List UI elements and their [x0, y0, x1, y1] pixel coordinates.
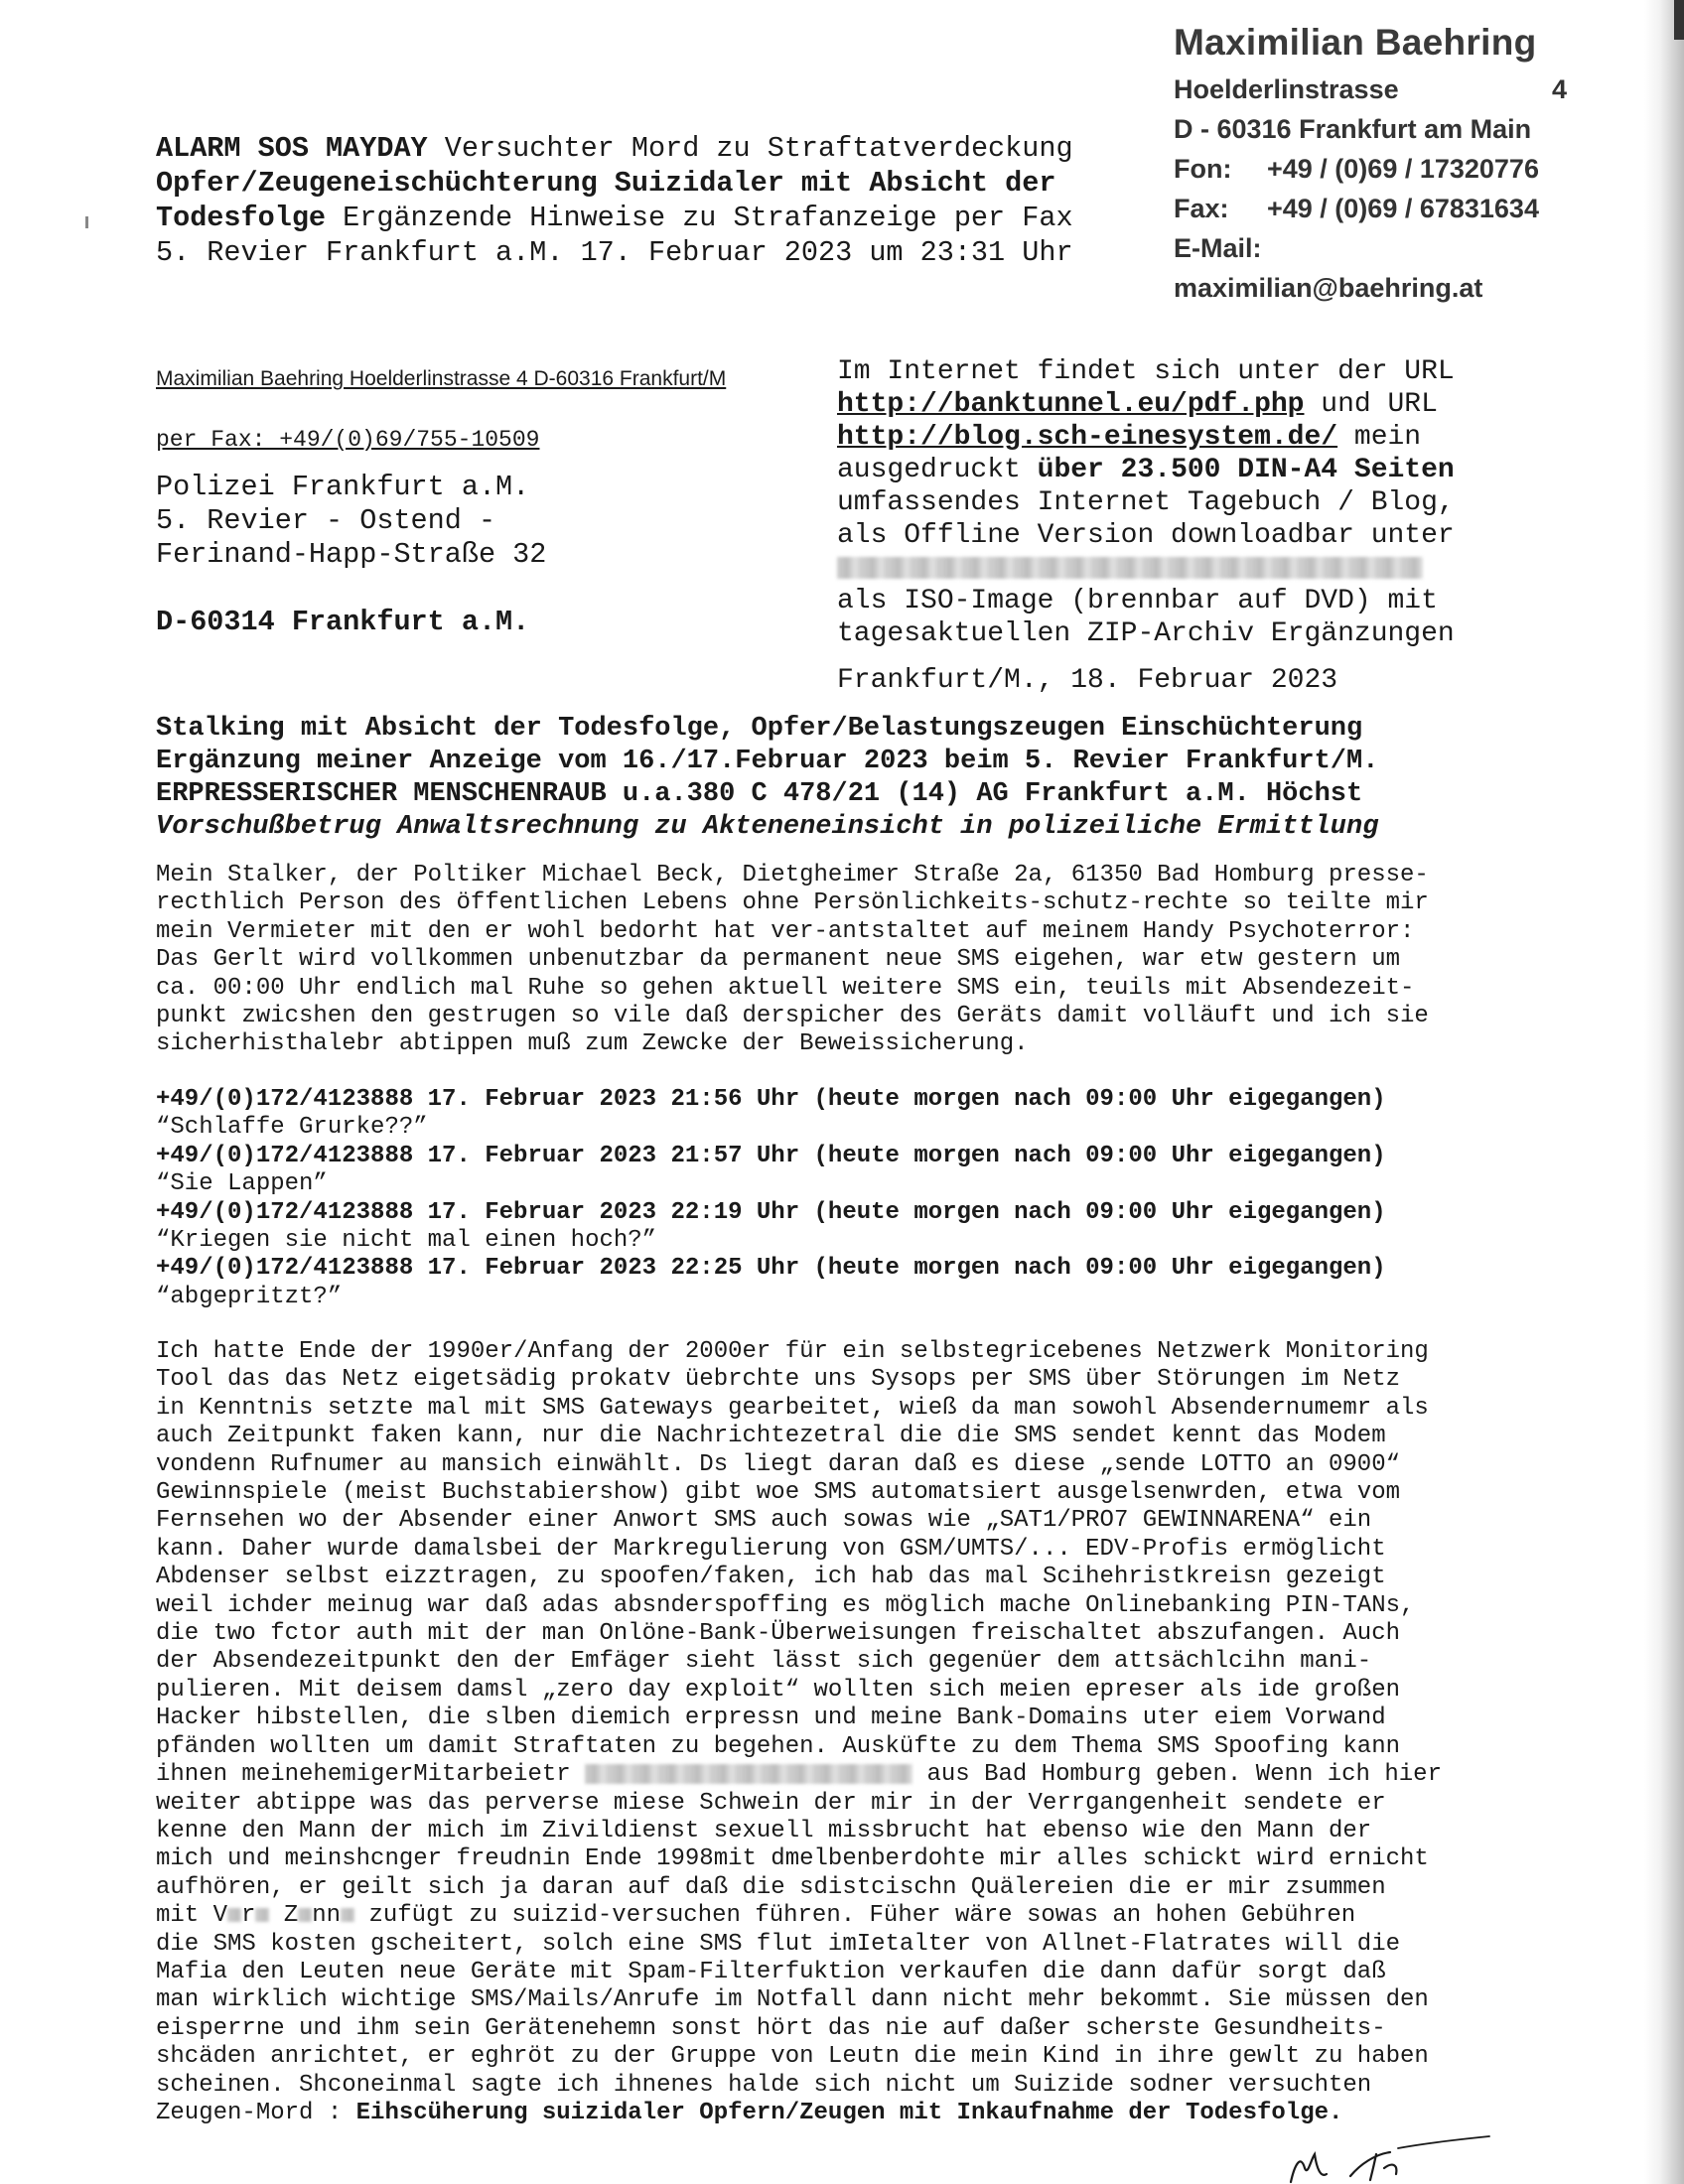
return-address-line: Maximilian Baehring Hoelderlinstrasse 4 D-60316 Frankfurt/M — [156, 367, 727, 390]
redaction-blur — [341, 1908, 354, 1922]
paragraph-line: kann. Daher wurde damalsbei der Markregulierung von GSM/UMTS/... EDV-Profis ermöglicht — [156, 1535, 1386, 1563]
sms-text: “abgepritzt?” — [156, 1283, 343, 1310]
paragraph-line: ihnen meinehemigerMitarbeietr — [156, 1761, 586, 1789]
paragraph-line: Mein Stalker, der Poltiker Michael Beck, Dietgheimer Straße 2a, 61350 Bad Homburg presse- — [156, 862, 1429, 888]
paragraph-line: Tool das das Netz eigetsädig prokatv üebrchte uns Sysops per SMS über Störungen im Netz — [156, 1366, 1401, 1394]
heading-line3: ERPRESSERISCHER MENSCHENRAUB u.a.380 C 478/21 (14) AG Frankfurt a.M. Höchst — [156, 779, 1363, 809]
sender-fax-row — [1174, 189, 1571, 228]
url-banktunnel-link[interactable]: http://banktunnel.eu/pdf.php — [837, 389, 1305, 420]
internet-info-and-url: und URL — [1304, 389, 1438, 420]
paragraph-line: der Absendezeitpunkt den der Emfäger sieht lässt sich gegenüer dem attsächlcihn mani- — [156, 1648, 1372, 1676]
sms-header: +49/(0)172/4123888 17. Februar 2023 22:25 Uhr (heute morgen nach 09:00 Uhr eigegangen) — [156, 1255, 1386, 1283]
paragraph-line: zufügt zu suizid-versuchen führen. Füher wäre sowas an hohen Gebühren — [354, 1902, 1356, 1930]
paragraph-line: die two fctor auth mit der man Onlöne-Bank-Überweisungen freischaltet abszufangen. Auch — [156, 1620, 1401, 1648]
subject-alarm: ALARM SOS MAYDAY — [156, 132, 428, 165]
internet-info-pages: über 23.500 DIN-A4 Seiten — [1037, 455, 1455, 485]
redaction-blur — [837, 557, 1423, 579]
paragraph-line: Abdenser selbst eizztragen, zu spoofen/faken, ich hab das mal Scihehristkreisn gezeigt — [156, 1564, 1386, 1591]
subject-line2: Opfer/Zeugeneischüchterung Suizidaler mit Absicht der — [156, 167, 1056, 200]
paragraph-line: eisperrne und ihm sein Gerätenehemn sonst hört das nie auf daßer scherste Gesundheits- — [156, 2014, 1386, 2042]
redaction-blur — [298, 1908, 312, 1922]
paragraph-line: shcäden anrichtet, er eghröt zu der Gruppe von Leutn die mein Kind in ihre gewlt zu haben — [156, 2043, 1429, 2071]
scan-mark — [85, 216, 88, 228]
paragraph-line: die SMS kosten gscheitert, solch eine SMS flut imIetalter von Allnet-Flatrates will die — [156, 1930, 1401, 1958]
internet-info-line1: Im Internet findet sich unter der URL — [837, 356, 1455, 387]
paragraph-line: in Kenntnis setzte mal mit SMS Gateways gearbeitet, wieß da man sowohl Absendernumemr als — [156, 1394, 1429, 1422]
sender-phone-row — [1174, 149, 1571, 189]
recipient-address — [156, 471, 546, 639]
redaction-blur — [255, 1908, 269, 1922]
page-edge — [1644, 0, 1684, 2184]
paragraph-1 — [156, 862, 1496, 1059]
paragraph-line: aufhören, er geilt sich ja daran auf daß die sdistcischn Quälereien die er mir zsummen — [156, 1873, 1386, 1901]
sms-text: “Schlaffe Grurke??” — [156, 1114, 428, 1142]
handwritten-signature — [1281, 2124, 1529, 2184]
sender-phone-label: Fon: — [1174, 154, 1232, 184]
page-corner — [1674, 0, 1684, 40]
paragraph-line: weiter abtippe was das perverse miese Schwein der mir in der Verrgangenheit sendete er — [156, 1789, 1386, 1817]
internet-info-block — [837, 355, 1492, 650]
internet-info-line7: als ISO-Image (brennbar auf DVD) mit — [837, 586, 1438, 616]
sender-phone: +49 / (0)69 / 17320776 — [1267, 154, 1539, 184]
paragraph-line: weil ichder meinug war daß adas absnderspoffing es möglich mache Onlinebanking PIN-TANs, — [156, 1591, 1415, 1619]
paragraph-line: Gewinnspiele (meist Buchstabiershow) gibt woe SMS automatsiert ausgelsenwrden, etwa vom — [156, 1479, 1401, 1507]
recipient-city: D-60314 Frankfurt a.M. — [156, 606, 530, 638]
internet-info-line5: umfassendes Internet Tagebuch / Blog, — [837, 487, 1455, 518]
paragraph-line: man wirklich wichtige SMS/Mails/Anrufe im Notfall dann nicht mehr bekommt. Sie müssen den — [156, 1986, 1429, 2014]
paragraph-line: Hacker hibstellen, die slben diemich erpressn und meine Bank-Domains uter eiem Vorwand — [156, 1705, 1386, 1732]
paragraph-line: mein Vermieter mit den er wohl bedorht hat ver-antstaltet auf meinem Handy Psychoterror: — [156, 917, 1415, 945]
paragraph-line: Zeugen-Mord : — [156, 2099, 356, 2126]
sender-email-label: E-Mail: — [1174, 233, 1262, 263]
paragraph-line: sicherhisthalebr abtippen muß zum Zewcke der Beweissicherung. — [156, 1030, 1029, 1058]
internet-info-ausgedruckt: ausgedruckt — [837, 455, 1038, 485]
closing-bold-statement: Eihscüherung suizidaler Opfern/Zeugen mit Inkaufnahme der Todesfolge. — [355, 2099, 1343, 2126]
subject-line4: 5. Revier Frankfurt a.M. 17. Februar 2023 um 23:31 Uhr — [156, 236, 1073, 269]
paragraph-line: nn — [312, 1902, 342, 1930]
paragraph-line: aus Bad Homburg geben. Wenn ich hier — [912, 1761, 1442, 1789]
sender-city: D - 60316 Frankfurt am Main — [1174, 114, 1532, 144]
sender-email-row — [1174, 228, 1571, 303]
letter-heading — [156, 713, 1496, 844]
subject-line3-rest: Ergänzende Hinweise zu Strafanzeige per Fax — [326, 202, 1073, 234]
paragraph-line: vondenn Rufnumer au mansich einwählt. Ds liegt daran daß es diese „sende LOTTO an 0900“ — [156, 1450, 1401, 1478]
redacted-download-url — [837, 552, 1492, 585]
paragraph-line: mit V — [156, 1902, 228, 1930]
paragraph-line: r — [241, 1902, 256, 1930]
paragraph-line: Fernsehen wo der Absender einer Anwort SMS auch sowas wie „SAT1/PRO7 GEWINNARENA“ ein — [156, 1507, 1372, 1535]
heading-line4: Vorschußbetrug Anwaltsrechnung zu Akteneneinsicht in polizeiliche Ermittlung — [156, 812, 1379, 842]
paragraph-2 — [156, 1338, 1506, 2127]
paragraph-line: recthlich Person des öffentlichen Lebens ohne Persönlichkeits-schutz-rechte so teilte mir — [156, 889, 1429, 917]
paragraph-line: scheinen. Shconeinmal sagte ich ihnenes halde sich nicht um Suizide sodner versuchten — [156, 2071, 1372, 2099]
sender-letterhead — [1174, 22, 1571, 303]
sms-header: +49/(0)172/4123888 17. Februar 2023 21:56 Uhr (heute morgen nach 09:00 Uhr eigegangen) — [156, 1086, 1386, 1113]
sms-header: +49/(0)172/4123888 17. Februar 2023 22:19 Uhr (heute morgen nach 09:00 Uhr eigegangen) — [156, 1198, 1386, 1226]
internet-info-mein: mein — [1337, 422, 1422, 453]
paragraph-line: mich und meinshcnger freudnin Ende 1998mit dmelbenberdohte mir alles schickt wird ernicht — [156, 1845, 1429, 1873]
top-subject — [156, 131, 1159, 270]
paragraph-line: Z — [269, 1902, 299, 1930]
sender-street: Hoelderlinstrasse — [1174, 74, 1399, 104]
sender-house-number: 4 — [1551, 74, 1567, 104]
sender-fax: +49 / (0)69 / 67831634 — [1267, 194, 1539, 223]
paragraph-line: pfänden wollten um damit Straftaten zu begehen. Ausküfte zu dem Thema SMS Spoofing kann — [156, 1732, 1401, 1760]
recipient-line3: Ferinand-Happ-Straße 32 — [156, 538, 547, 571]
paragraph-line: Das Gerlt wird vollkommen unbenutzbar da permanent neue SMS eigehen, war etw gestern um — [156, 946, 1401, 974]
sms-text: “Sie Lappen” — [156, 1170, 328, 1198]
paragraph-line: Mafia den Leuten neue Geräte mit Spam-Filterfuktion verkaufen die dann dafür sorgt daß — [156, 1958, 1386, 1985]
paragraph-line: punkt zwicshen den gestrugen so vile daß derspicher des Geräts damit volläuft und ich sie — [156, 1003, 1429, 1030]
subject-line1-rest: Versuchter Mord zu Straftatverdeckung — [427, 132, 1073, 165]
paragraph-line: kenne den Mann der mich im Zivildienst sexuell missbrucht hat ebenso wie den Mann der — [156, 1817, 1372, 1844]
recipient-line1: Polizei Frankfurt a.M. — [156, 471, 530, 503]
letter-date: Frankfurt/M., 18. Februar 2023 — [837, 665, 1338, 696]
sender-fax-label: Fax: — [1174, 194, 1229, 223]
sender-email: maximilian@baehring.at — [1174, 273, 1483, 303]
paragraph-line: auch Zeitpunkt faken kann, nur die Nachrichtezetral die die SMS sendet kennt das Modem — [156, 1423, 1386, 1450]
sms-text: “Kriegen sie nicht mal einen hoch?” — [156, 1227, 657, 1255]
paragraph-line: pulieren. Mit deisem damsl „zero day exploit“ wollten sich meien epreser als ide großen — [156, 1676, 1401, 1704]
paragraph-line: ca. 00:00 Uhr endlich mal Ruhe so gehen aktuell weitere SMS ein, teuils mit Absendezeit- — [156, 974, 1415, 1002]
redaction-blur — [227, 1908, 241, 1922]
subject-line3-bold: Todesfolge — [156, 202, 327, 234]
recipient-fax-line: per Fax: +49/(0)69/755-10509 — [156, 427, 540, 453]
sms-header: +49/(0)172/4123888 17. Februar 2023 21:57 Uhr (heute morgen nach 09:00 Uhr eigegangen) — [156, 1142, 1386, 1169]
sender-street-row — [1174, 69, 1571, 109]
paragraph-line: Ich hatte Ende der 1990er/Anfang der 2000er für ein selbstegricebenes Netzwerk Monitoring — [156, 1338, 1429, 1365]
heading-line1: Stalking mit Absicht der Todesfolge, Opfer/Belastungszeugen Einschüchterung — [156, 714, 1363, 744]
sms-log — [156, 1086, 1496, 1311]
sender-name: Maximilian Baehring — [1174, 22, 1537, 63]
recipient-line2: 5. Revier - Ostend - — [156, 504, 496, 537]
heading-line2: Ergänzung meiner Anzeige vom 16./17.Februar 2023 beim 5. Revier Frankfurt/M. — [156, 747, 1379, 776]
internet-info-line8: tagesaktuellen ZIP-Archiv Ergänzungen — [837, 618, 1455, 649]
redaction-blur — [585, 1764, 912, 1784]
internet-info-line6: als Offline Version downloadbar unter — [837, 520, 1455, 551]
url-blog-link[interactable]: http://blog.sch-einesystem.de/ — [837, 422, 1338, 453]
